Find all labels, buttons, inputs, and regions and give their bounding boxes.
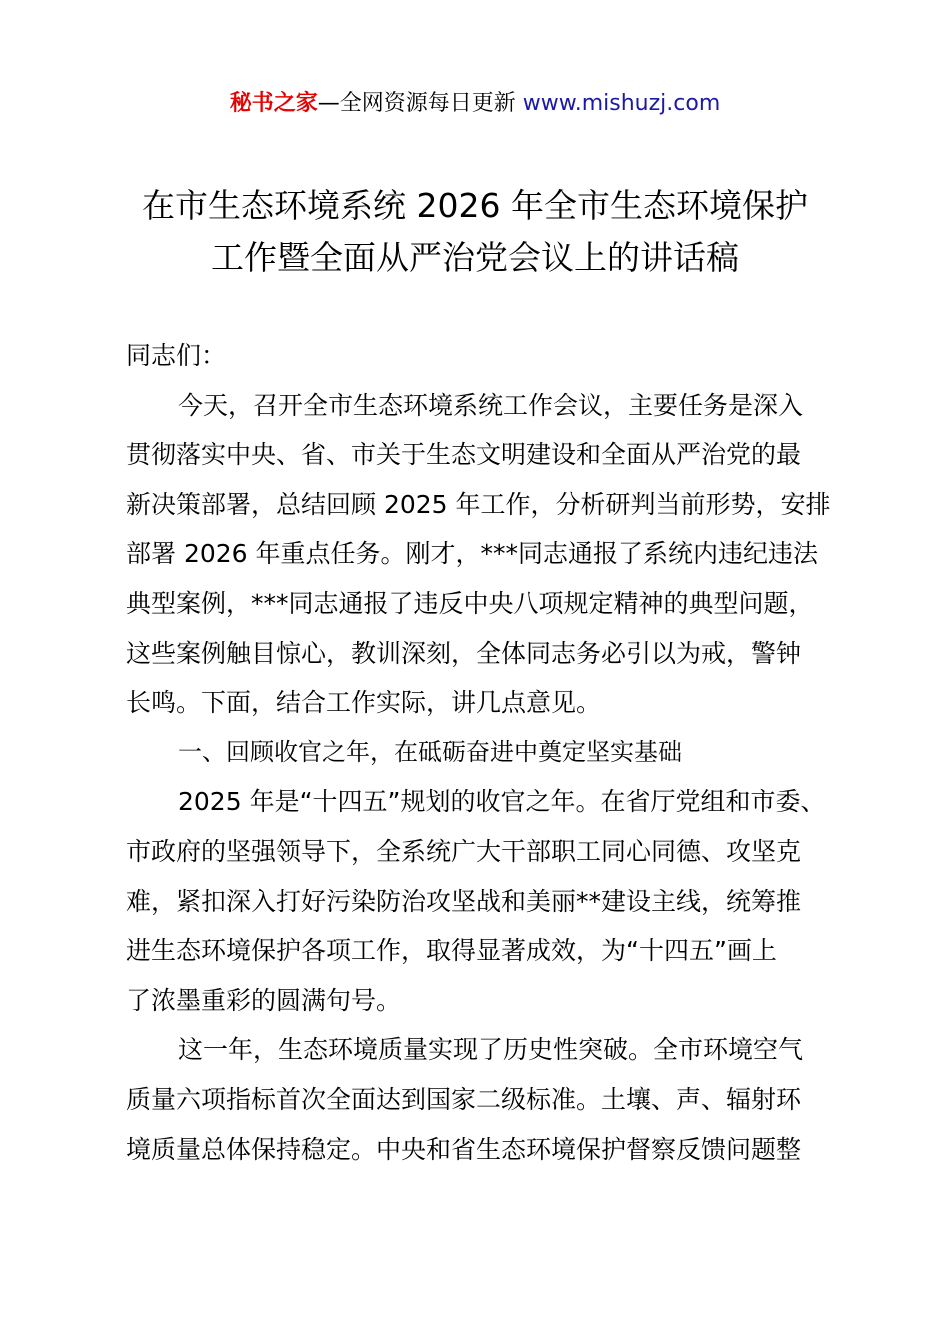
site-tagline: —全网资源每日更新 xyxy=(317,91,523,116)
document-body xyxy=(126,331,836,1174)
site-url-link[interactable]: www.mishuzj.com xyxy=(522,91,721,116)
body-line: 质量六项指标首次全面达到国家二级标准。土壤、声、辐射环 xyxy=(126,1084,802,1114)
body-line: 境质量总体保持稳定。中央和省生态环境保护督察反馈问题整 xyxy=(126,1134,802,1164)
body-line: 长鸣。下面，结合工作实际，讲几点意见。 xyxy=(126,688,602,718)
title-line-2: 工作暨全面从严治党会议上的讲话稿 xyxy=(211,238,739,277)
section-heading: 一、回顾收官之年，在砥砺奋进中奠定坚实基础 xyxy=(178,737,682,766)
site-header xyxy=(0,88,950,120)
body-line: 今天，召开全市生态环境系统工作会议，主要任务是深入 xyxy=(178,390,804,420)
body-line: 部署 2026 年重点任务。刚才，***同志通报了系统内违纪违法 xyxy=(126,539,819,569)
body-line: 新决策部署，总结回顾 2025 年工作，分析研判当前形势，安排 xyxy=(126,489,831,519)
body-line: 贯彻落实中央、省、市关于生态文明建设和全面从严治党的最 xyxy=(126,440,802,470)
body-line: 典型案例，***同志通报了违反中央八项规定精神的典型问题， xyxy=(126,588,814,618)
body-line: 了浓墨重彩的圆满句号。 xyxy=(126,985,402,1015)
title-line-1: 在市生态环境系统 2026 年全市生态环境保护 xyxy=(142,186,808,225)
body-line: 难，紧扣深入打好污染防治攻坚战和美丽**建设主线，统筹推 xyxy=(126,886,802,916)
body-line: 进生态环境保护各项工作，取得显著成效，为“十四五”画上 xyxy=(126,936,777,966)
document-title xyxy=(100,180,850,284)
body-line: 2025 年是“十四五”规划的收官之年。在省厅党组和市委、 xyxy=(178,787,826,817)
site-brand: 秘书之家 xyxy=(229,91,318,116)
body-line: 市政府的坚强领导下，全系统广大干部职工同心同德、攻坚克 xyxy=(126,836,802,866)
body-line: 这一年，生态环境质量实现了历史性突破。全市环境空气 xyxy=(178,1035,804,1065)
body-line: 这些案例触目惊心，教训深刻，全体同志务必引以为戒，警钟 xyxy=(126,638,802,668)
salutation: 同志们： xyxy=(126,341,227,370)
